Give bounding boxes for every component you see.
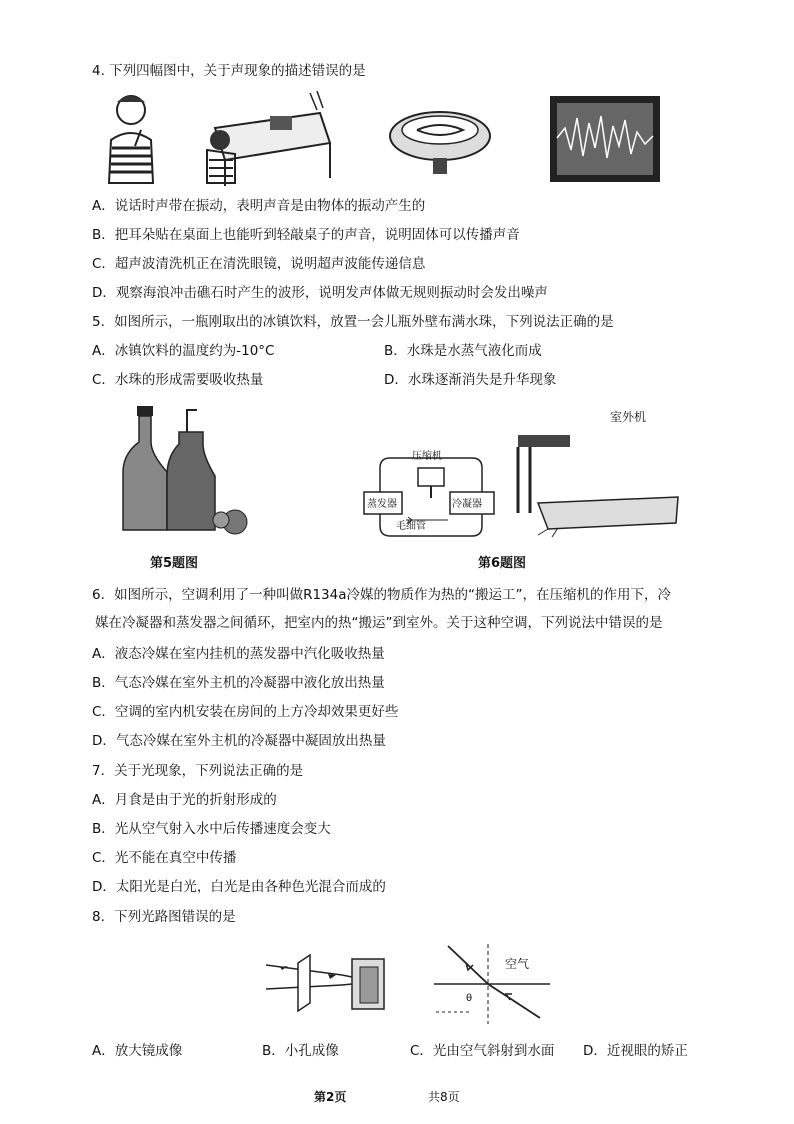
evaporator-label: 蒸发器 (367, 499, 397, 510)
q4-option-d: D．观察海浪冲击礁石时产生的波形，说明发声体做无规则振动时会发出噪声 (92, 285, 548, 301)
q8-refraction-figure (430, 938, 560, 1028)
bottle-with-straw-icon (167, 410, 215, 530)
bottle-icon (123, 406, 167, 530)
fruit-icon (213, 510, 247, 534)
q5-bottles-figure (115, 402, 265, 542)
compressor-label: 压缩机 (412, 451, 442, 462)
ultrasonic-cleaner-icon (390, 112, 490, 174)
q7-option-d: D．太阳光是白光，白光是由各种色光混合而成的 (92, 879, 386, 895)
q6-caption: 第6题图 (478, 556, 527, 571)
condenser-label: 冷凝器 (452, 499, 482, 510)
indoor-unit-icon (538, 497, 678, 537)
q6-option-c: C．空调的室内机安装在房间的上方冷却效果更好些 (92, 704, 399, 720)
q4-option-b: B．把耳朵贴在桌面上也能听到轻敲桌子的声音，说明固体可以传播声音 (92, 227, 520, 243)
q5-option-d: D．水珠逐渐消失是升华现象 (384, 372, 557, 388)
q5-option-b: B．水珠是水蒸气液化而成 (384, 343, 542, 359)
outdoor-unit-label: 室外机 (610, 410, 647, 424)
ear-on-table-icon (207, 91, 330, 186)
q4-stem: 4. 下列四幅图中，关于声现象的描述错误的是 (92, 63, 366, 79)
page-total: 共8页 (428, 1090, 460, 1104)
q5-caption: 第5题图 (150, 556, 199, 571)
speaking-person-icon (109, 96, 153, 183)
q5-stem: 5．如图所示，一瓶刚取出的冰镇饮料，放置一会儿瓶外壁布满水珠，下列说法正确的是 (92, 314, 614, 330)
q4-figures (95, 88, 675, 188)
q5-option-a: A．冰镇饮料的温度约为-10°C (92, 343, 275, 359)
q7-option-b: B．光从空气射入水中后传播速度会变大 (92, 821, 331, 837)
q8-option-d: D．近视眼的矫正 (583, 1043, 688, 1059)
q4-option-c: C．超声波清洗机正在清洗眼镜，说明超声波能传递信息 (92, 256, 426, 272)
q7-option-a: A．月食是由于光的折射形成的 (92, 792, 277, 808)
q6-option-a: A．液态冷媒在室内挂机的蒸发器中汽化吸收热量 (92, 646, 385, 662)
q6-option-d: D．气态冷媒在室外主机的冷凝器中凝固放出热量 (92, 733, 386, 749)
waveform-screen-icon (550, 96, 660, 182)
angle-label: θ (466, 993, 473, 1004)
q7-stem: 7．关于光现象，下列说法正确的是 (92, 763, 304, 779)
q6-stem-line1: 6．如图所示，空调利用了一种叫做R134a冷媒的物质作为热的“搬运工”，在压缩机的作用下，冷 (92, 587, 671, 603)
page-number: 第2页 (314, 1090, 347, 1104)
q6-ac-units-figure (508, 425, 688, 540)
q8-option-b: B．小孔成像 (262, 1043, 339, 1059)
q4-option-a: A．说话时声带在振动，表明声音是由物体的振动产生的 (92, 198, 426, 214)
q8-pinhole-figure (262, 945, 402, 1025)
q6-option-b: B．气态冷媒在室外主机的冷凝器中液化放出热量 (92, 675, 385, 691)
capillary-label: 毛细管 (396, 521, 426, 532)
q8-option-c: C．光由空气斜射到水面 (410, 1043, 555, 1059)
air-label: 空气 (505, 957, 530, 971)
q8-stem: 8．下列光路图错误的是 (92, 909, 236, 925)
q7-option-c: C．光不能在真空中传播 (92, 850, 237, 866)
q6-stem-line2: 媒在冷凝器和蒸发器之间循环，把室内的热“搬运”到室外。关于这种空调，下列说法中错误的是 (95, 615, 663, 631)
q5-option-c: C．水珠的形成需要吸收热量 (92, 372, 264, 388)
compressor-box (418, 468, 444, 486)
q8-option-a: A．放大镜成像 (92, 1043, 183, 1059)
